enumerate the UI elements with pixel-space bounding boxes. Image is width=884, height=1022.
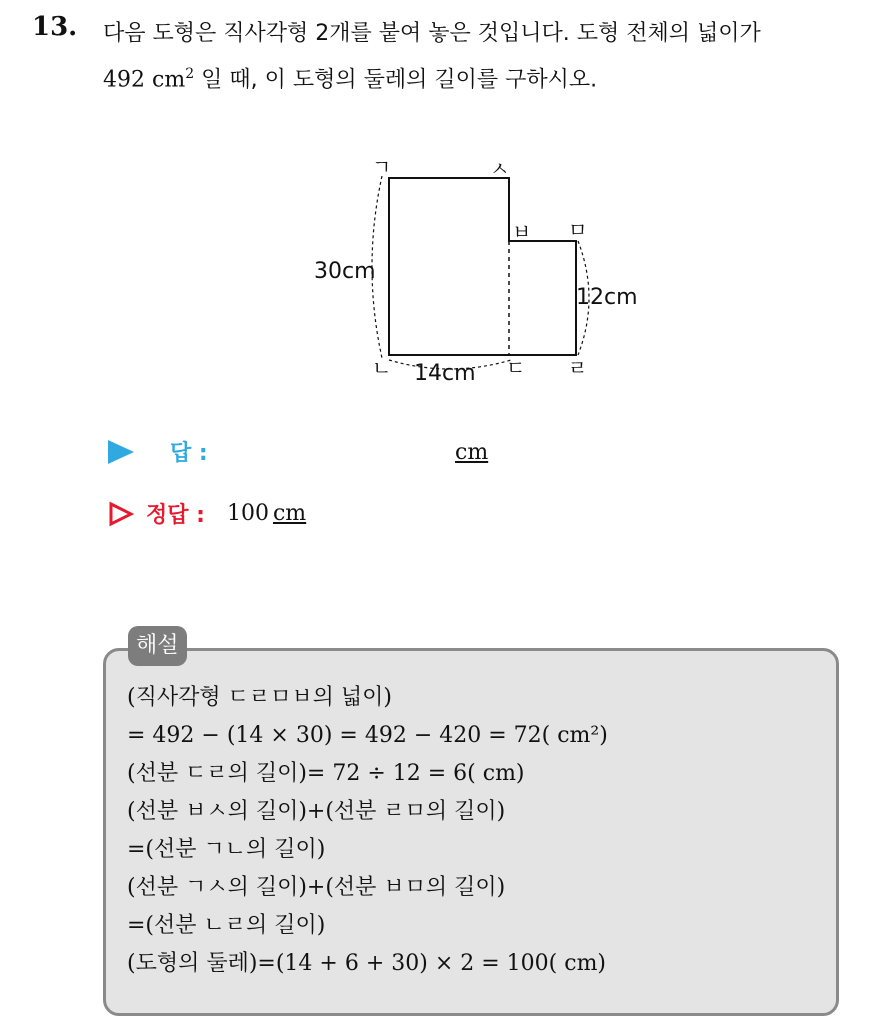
point-r-label: ㄹ [568, 356, 588, 380]
area-value: 492 [103, 67, 145, 93]
answer-unit: cm [455, 440, 489, 465]
point-m-label: ㅁ [568, 218, 588, 242]
correct-answer-value: 100 [226, 501, 269, 526]
point-s-label: ㅅ [490, 157, 510, 181]
outline-triangle-icon [108, 501, 134, 527]
answer-label: 답 : [170, 441, 208, 466]
explanation-line: (도형의 둘레)=(14 + 6 + 30) × 2 = 100( cm) [127, 951, 607, 976]
label-30cm: 30cm [314, 259, 376, 284]
label-12cm: 12cm [576, 285, 638, 310]
explanation-line: (선분 ㄱㅅ의 길이)+(선분 ㅂㅁ의 길이) [127, 875, 506, 900]
question-number: 13. [32, 12, 78, 42]
explanation-line: (선분 ㅂㅅ의 길이)+(선분 ㄹㅁ의 길이) [127, 799, 506, 824]
figure-outline [389, 178, 576, 355]
rectangle-figure [290, 140, 670, 400]
explanation-line: =(선분 ㄱㄴ의 길이) [127, 837, 326, 862]
play-triangle-icon [108, 440, 134, 464]
explanation-line: (직사각형 ㄷㄹㅁㅂ의 넓이) [127, 685, 392, 710]
explanation-line: =(선분 ㄴㄹ의 길이) [127, 913, 326, 938]
question-line-2-rest: 일 때, 이 도형의 둘레의 길이를 구하시오. [194, 67, 598, 93]
area-unit: cm [152, 67, 186, 93]
area-exponent: 2 [185, 66, 195, 82]
point-n-label: ㄴ [372, 356, 392, 380]
point-b-label: ㅂ [512, 220, 532, 244]
correct-answer-label: 정답 : [146, 503, 205, 528]
explanation-content [127, 680, 827, 984]
explanation-line: (선분 ㄷㄹ의 길이)= 72 ÷ 12 = 6( cm) [127, 761, 525, 786]
explanation-tag: 해설 [128, 626, 187, 666]
question-line-2 [103, 54, 873, 100]
answer-row [108, 436, 208, 467]
point-g-label: ㄱ [372, 155, 392, 179]
correct-answer-unit: cm [272, 501, 307, 526]
explanation-line: = 492 − (14 × 30) = 492 − 420 = 72( cm²) [127, 723, 608, 748]
question-text [103, 14, 873, 100]
label-14cm: 14cm [414, 361, 476, 386]
question-line-1: 다음 도형은 직사각형 2개를 붙여 놓은 것입니다. 도형 전체의 넓이가 [103, 21, 761, 46]
point-d-label: ㄷ [506, 356, 526, 380]
correct-answer-row [108, 498, 306, 529]
